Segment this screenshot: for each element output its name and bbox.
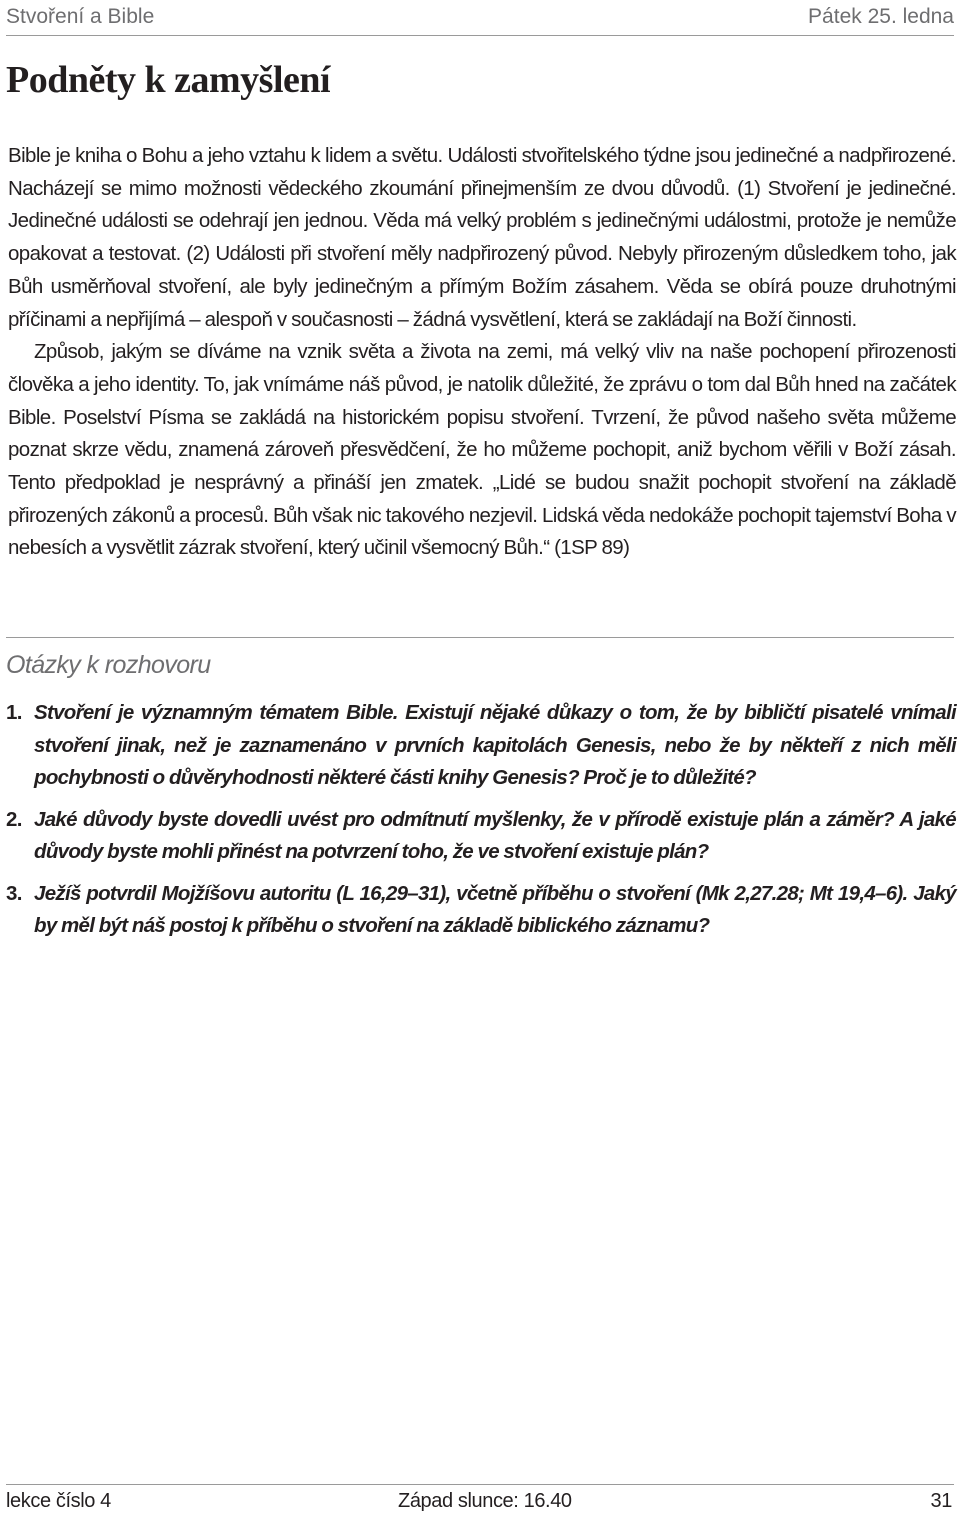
question-list	[6, 697, 956, 952]
running-header	[6, 2, 954, 32]
question-text: Jaké důvody byste dovedli uvést pro odmítnutí myšlenky, že v přírodě existuje plán a záměr? A jaké důvody byste mohli přinést na potvrzení toho, že ve stvoření existuje plán?	[34, 807, 956, 863]
question-number: 1.	[6, 701, 22, 724]
body-text	[8, 140, 956, 565]
footer-divider	[6, 1484, 954, 1485]
header-book-title: Stvoření a Bible	[6, 5, 155, 28]
paragraph-2: Způsob, jakým se díváme na vznik světa a života na zemi, má velký vliv na naše pochopení přirozenosti člověka a jeho identity. To, jak vnímáme náš původ, je natolik důležité, že zprávu o tom dal Bůh hned na začátek Bible. Poselství Písma se zakládá na historickém popisu stvoření. Tvrzení, že původ našeho světa můžeme poznat skrze vědu, znamená zároveň přesvědčení, že ho můžeme pochopit, aniž bychom věřili v Boží zásah. Tento předpoklad je nesprávný a přináší jen zmatek. „Lidé se budou snažit pochopit stvoření na základě přirozených zákonů a procesů. Bůh však nic takového nezjevil. Lidská věda nedokáže pochopit tajemství Boha v nebesích a vysvětlit zázrak stvoření, který učinil všemocný Bůh.“ (1SP 89)	[8, 340, 956, 560]
footer-page-number: 31	[930, 1490, 952, 1512]
section-title: Otázky k rozhovoru	[6, 651, 211, 679]
question-item	[6, 804, 956, 869]
paragraph-1: Bible je kniha o Bohu a jeho vztahu k lidem a světu. Události stvořitelského týdne jsou jedinečné a nadpřirozené. Nacházejí se mimo možnosti vědeckého zkoumání přinejmenším ze dvou důvodů. (1) Stvoření je jedinečné. Jedinečné události se odehrají jen jednou. Věda má velký problém s jedinečnými událostmi, protože je nemůže opakovat a testovat. (2) Události při stvoření měly nadpřirozený původ. Nebyly přirozeným důsledkem toho, jak Bůh usměrňoval stvoření, ale byly jedinečným a přímým Božím zásahem. Věda se obírá pouze druhotnými příčinami a nepřijímá – alespoň v současnosti – žádná vysvětlení, která se zakládají na Boží činnosti.	[8, 144, 956, 331]
question-item	[6, 697, 956, 795]
page-title: Podněty k zamyšlení	[6, 59, 331, 101]
question-item	[6, 878, 956, 943]
question-number: 3.	[6, 881, 22, 905]
header-date: Pátek 25. ledna	[808, 5, 954, 28]
footer-lesson-number: lekce číslo 4	[6, 1490, 111, 1512]
header-divider	[6, 35, 954, 36]
footer-sunset-time: Západ slunce: 16.40	[398, 1490, 572, 1512]
question-number: 2.	[6, 807, 22, 831]
page-footer	[6, 1490, 952, 1516]
question-text: Ježíš potvrdil Mojžíšovu autoritu (L 16,29–31), včetně příběhu o stvoření (Mk 2,27.28; Mt 19,4–6). Jaký by měl být náš postoj k příběhu o stvoření na základě biblického záznamu?	[34, 881, 956, 937]
question-text: Stvoření je významným tématem Bible. Existují nějaké důkazy o tom, že by bibličtí pisatelé vnímali stvoření jinak, než je zaznamenáno v prvních kapitolách Genesis, nebo že by někteří z nich měli pochybnosti o důvěryhodnosti některé části knihy Genesis? Proč je to důležité?	[34, 701, 956, 789]
section-divider	[6, 637, 954, 638]
